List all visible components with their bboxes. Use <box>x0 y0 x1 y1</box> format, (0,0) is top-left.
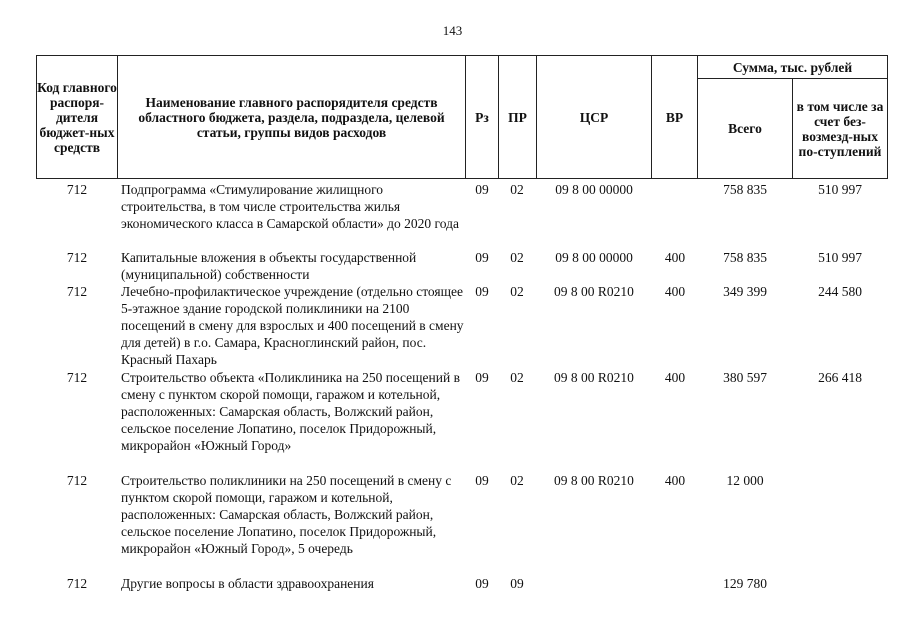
row-code: 712 <box>66 370 88 385</box>
page-number: 143 <box>442 23 463 38</box>
row-rz: 09 <box>475 284 489 299</box>
row-vr: 400 <box>664 473 686 488</box>
row-rz: 09 <box>475 576 489 591</box>
row-code: 712 <box>66 473 88 488</box>
row-name: Лечебно-профилактическое учреждение (отдельно стоящее 5-этажное здание городской поликлиники на 2100 посещений в смену для взрослых и 400 посещений в смену для детей) в г.о. Самара, Красноглинский район, пос. Красный Пахарь <box>121 284 464 367</box>
row-pr: 02 <box>510 473 524 488</box>
row-name: Строительство поликлиники на 250 посещений в смену с пунктом скорой помощи, гаражом и котельной, расположенных: Самарская область, Волжский район, сельское поселение Лопатино, поселок Придорожный, микрорайон «Южный Город», 5 очередь <box>121 473 452 556</box>
header-vr: ВР <box>665 109 684 125</box>
row-csr: 09 8 00 00000 <box>555 182 633 197</box>
row-rz: 09 <box>475 250 489 265</box>
row-pr: 09 <box>510 576 524 591</box>
row-free: 510 997 <box>818 182 862 197</box>
row-vr: 400 <box>664 284 686 299</box>
row-pr: 02 <box>510 250 524 265</box>
header-rz: Рз <box>475 109 489 125</box>
row-free: 244 580 <box>818 284 862 299</box>
row-csr: 09 8 00 R0210 <box>554 370 634 385</box>
header-sum: Сумма, тыс. рублей <box>732 59 853 75</box>
row-name: Другие вопросы в области здравоохранения <box>121 576 374 591</box>
header-pr: ПР <box>508 109 527 125</box>
row-total: 12 000 <box>726 473 764 488</box>
row-csr: 09 8 00 R0210 <box>554 284 634 299</box>
row-code: 712 <box>66 250 88 265</box>
row-rz: 09 <box>475 473 489 488</box>
row-name: Подпрограмма «Стимулирование жилищного строительства, в том числе строительства жилья экономического класса в Самарской области» до 2020 года <box>121 182 459 231</box>
row-total: 380 597 <box>723 370 767 385</box>
row-csr: 09 8 00 R0210 <box>554 473 634 488</box>
row-free: 266 418 <box>818 370 862 385</box>
row-rz: 09 <box>475 182 489 197</box>
header-code: Код главного распоря-дителя бюджет-ных средств <box>37 79 117 155</box>
row-csr: 09 8 00 00000 <box>555 250 633 265</box>
row-rz: 09 <box>475 370 489 385</box>
row-total: 349 399 <box>723 284 767 299</box>
row-total: 129 780 <box>723 576 767 591</box>
row-code: 712 <box>66 576 88 591</box>
row-pr: 02 <box>510 182 524 197</box>
header-name: Наименование главного распорядителя средств областного бюджета, раздела, подраздела, целевой статьи, группы видов расходов <box>138 94 445 140</box>
row-code: 712 <box>66 182 88 197</box>
row-total: 758 835 <box>723 182 767 197</box>
row-free: 510 997 <box>818 250 862 265</box>
row-pr: 02 <box>510 284 524 299</box>
row-vr: 400 <box>664 250 686 265</box>
row-code: 712 <box>66 284 88 299</box>
header-total: Всего <box>728 121 762 136</box>
row-vr: 400 <box>664 370 686 385</box>
row-name: Капитальные вложения в объекты государственной (муниципальной) собственности <box>121 250 417 282</box>
row-total: 758 835 <box>723 250 767 265</box>
header-csr: ЦСР <box>579 109 609 125</box>
header-free: в том числе за счет без-возмезд-ных по-ступлений <box>796 98 884 159</box>
row-pr: 02 <box>510 370 524 385</box>
row-name: Строительство объекта «Поликлиника на 250 посещений в смену с пунктом скорой помощи, гаражом и котельной, расположенных: Самарская область, Волжский район, сельское поселение Лопатино, поселок Придорожный, микрорайон «Южный Город» <box>121 370 460 453</box>
